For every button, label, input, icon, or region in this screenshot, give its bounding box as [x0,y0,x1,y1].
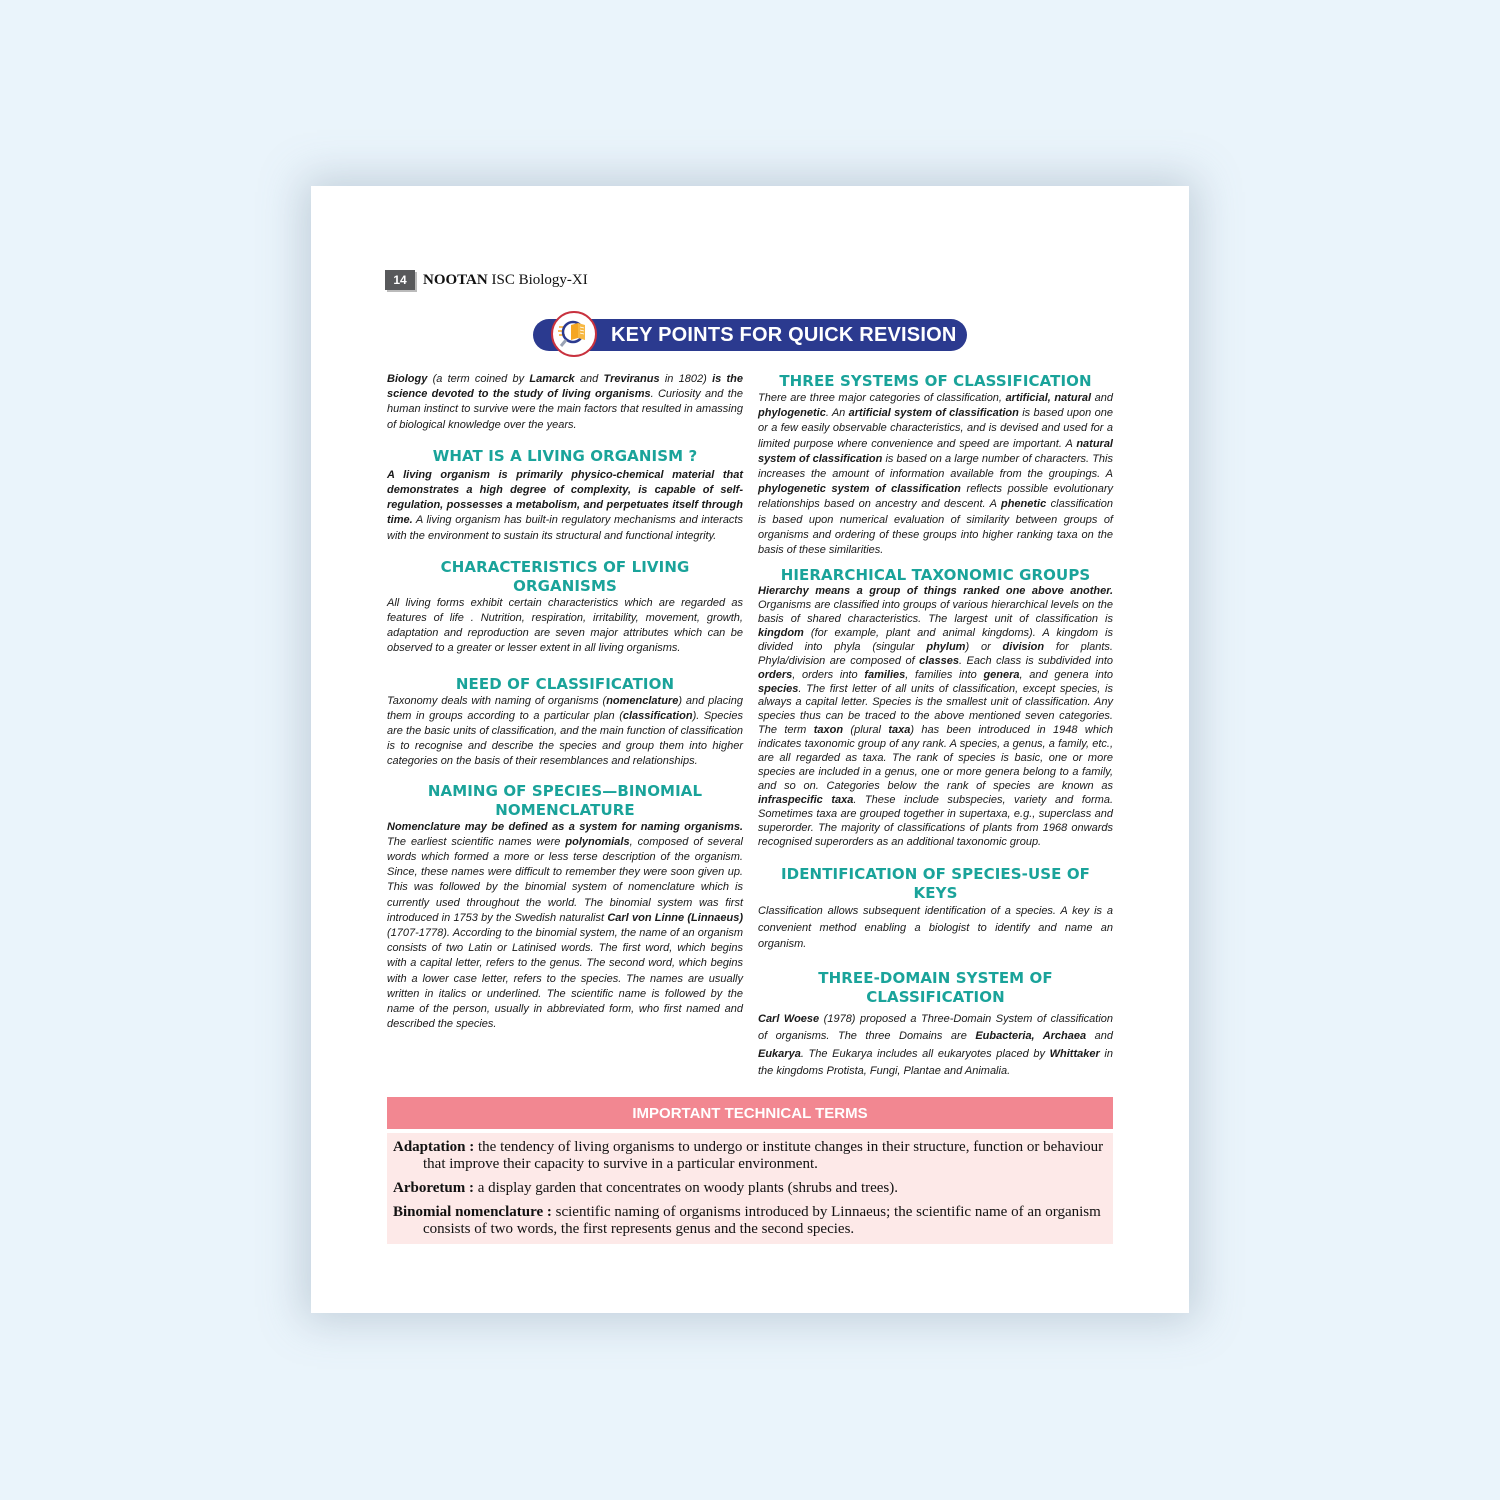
technical-terms-heading: IMPORTANT TECHNICAL TERMS [387,1097,1113,1129]
running-header [385,270,588,290]
book-magnifier-icon [551,311,597,357]
book-subtitle: ISC Biology-XI [491,271,588,288]
characteristics-paragraph: All living forms exhibit certain characteristics which are regarded as features of life . Nutrition, respiration, irritability, movement, growth, adaptation and reproduction are seven major attributes which can be observed to a greater or lesser extent in all living organisms. [387,596,743,655]
identification-paragraph: Classification allows subsequent identification of a species. A key is a convenient method enabling a biologist to identify and name an organism. [758,905,1113,951]
intro-paragraph: Biology (a term coined by Lamarck and Treviranus in 1802) is the science devoted to the study of living organisms. Curiosity and the human instinct to survive were the main factors that resulted in amassing of biological knowledge over the years. [387,373,744,431]
section-heading-hierarchical: HIERARCHICAL TAXONOMIC GROUPS [780,566,1091,585]
naming-of-species-paragraph: Nomenclature may be defined as a system for naming organisms. The earliest scientific names were polynomials, composed of several words which formed a more or less terse description of the organism. Since, these names were difficult to remember they were soon given up. This was followed by the binomial system of nomenclature which is currently used throughout the world. The binomial system was first introduced in 1753 by the Swedish naturalist Carl von Linne (Linnaeus) (1707-1778). According to the binomial system, the name of an organism consists of two Latin or Latinised words. The first word, which begins with a capital letter, refers to the genus. The second word, which begins with a lower case letter, refers to the species. The names are usually written in italics or underlined. The scientific name is followed by the name of the person, usually in abbreviated form, who first named and described the species. [387,820,743,1031]
living-organism-paragraph: A living organism is primarily physico-chemical material that demonstrates a high degree of complexity, is capable of self-regulation, possesses a metabolism, and perpetuates itself through time. A living organism has built-in regulatory mechanisms and interacts with the environment to sustain its structural and functional integrity. [387,468,743,542]
right-column [758,372,1113,1081]
page-number: 14 [385,270,415,290]
section-heading-need-of-classification: NEED OF CLASSIFICATION [455,674,675,693]
section-heading-characteristics: CHARACTERISTICS OF LIVING ORGANISMS [440,557,690,595]
need-of-classification-paragraph: Taxonomy deals with naming of organisms (nomenclature) and placing them in groups according to a particular plan (classification). Species are the basic units of classification, and the main function of classification is to recognise and describe the species and group them into higher categories on the basis of their resemblances and relationships. [387,694,743,768]
book-brand: NOOTAN [423,271,488,288]
book-title [423,272,588,289]
textbook-page [311,186,1189,1313]
section-heading-living-organism: WHAT IS A LIVING ORGANISM ? [432,446,698,465]
section-heading-three-domain: THREE-DOMAIN SYSTEM OF CLASSIFICATION [818,968,1053,1006]
three-domain-paragraph: Carl Woese (1978) proposed a Three-Domain System of classification of organisms. The three Domains are Eubacteria, Archaea and Eukarya. The Eukarya includes all eukaryotes placed by Whittaker in the kingdoms Protista, Fungi, Plantae and Animalia. [758,1012,1114,1078]
term-item: Arboretum : a display garden that concentrates on woody plants (shrubs and trees). [393,1180,899,1196]
section-heading-identification: IDENTIFICATION OF SPECIES-USE OF KEYS [780,865,1091,903]
section-heading-naming-of-species: NAMING OF SPECIES—BINOMIAL NOMENCLATURE [427,781,703,819]
technical-terms-list [387,1133,1113,1244]
three-systems-paragraph: There are three major categories of classification, artificial, natural and phylogenetic. An artificial system of classification is based upon one or a few easily observable characteristics, and is devised and used for a limited purpose where convenience and speed are important. A natural system of classification is based on a large number of characters. This increases the amount of information available from the groupings. A phylogenetic system of classification reflects possible evolutionary relationships based on ancestry and descent. A phenetic classification is based upon numerical evaluation of similarity between groups of organisms and ordering of these groups into higher ranking taxa on the basis of these similarities. [758,392,1113,557]
hierarchical-paragraph: Hierarchy means a group of things ranked one above another. Organisms are classified into groups of various hierarchical levels on the basis of shared characteristics. The largest unit of classification is kingdom (for example, plant and animal kingdoms). A kingdom is divided into phyla (singular phylum) or division for plants. Phyla/division are composed of classes. Each class is subdivided into orders, orders into families, families into genera, and genera into species. The first letter of all units of classification, except species, is always a capital letter. Species is the smallest unit of classification. Any species thus can be traced to the above mentioned seven categories. The term taxon (plural taxa) has been introduced in 1948 which indicates taxonomic group of any rank. A species, a genus, a family, etc., are all regarded as taxa. The rank of species is basic, one or more species are included in a genus, one or more genera belong to a family, and so on. Categories below the rank of species are known as infraspecific taxa. These include subspecies, variety and forma. Sometimes taxa are grouped together in supertaxa, e.g., superclass and superorder. The majority of classifications of plants from 1968 onwards recognised superorders as an additional taxonomic group. [758,585,1114,848]
term-item: Binomial nomenclature : scientific naming of organisms introduced by Linnaeus; the scientific name of an organism consists of two words, the first represents genus and the second species. [393,1204,1101,1237]
key-points-banner [533,319,967,351]
banner-title: KEY POINTS FOR QUICK REVISION [611,323,957,346]
left-column [387,372,743,1033]
technical-terms-box [387,1097,1113,1244]
term-item: Adaptation : the tendency of living organisms to undergo or institute changes in their structure, function or behaviour that improve their capacity to survive in a particular environment. [393,1139,1104,1172]
section-heading-three-systems: THREE SYSTEMS OF CLASSIFICATION [779,372,1092,390]
